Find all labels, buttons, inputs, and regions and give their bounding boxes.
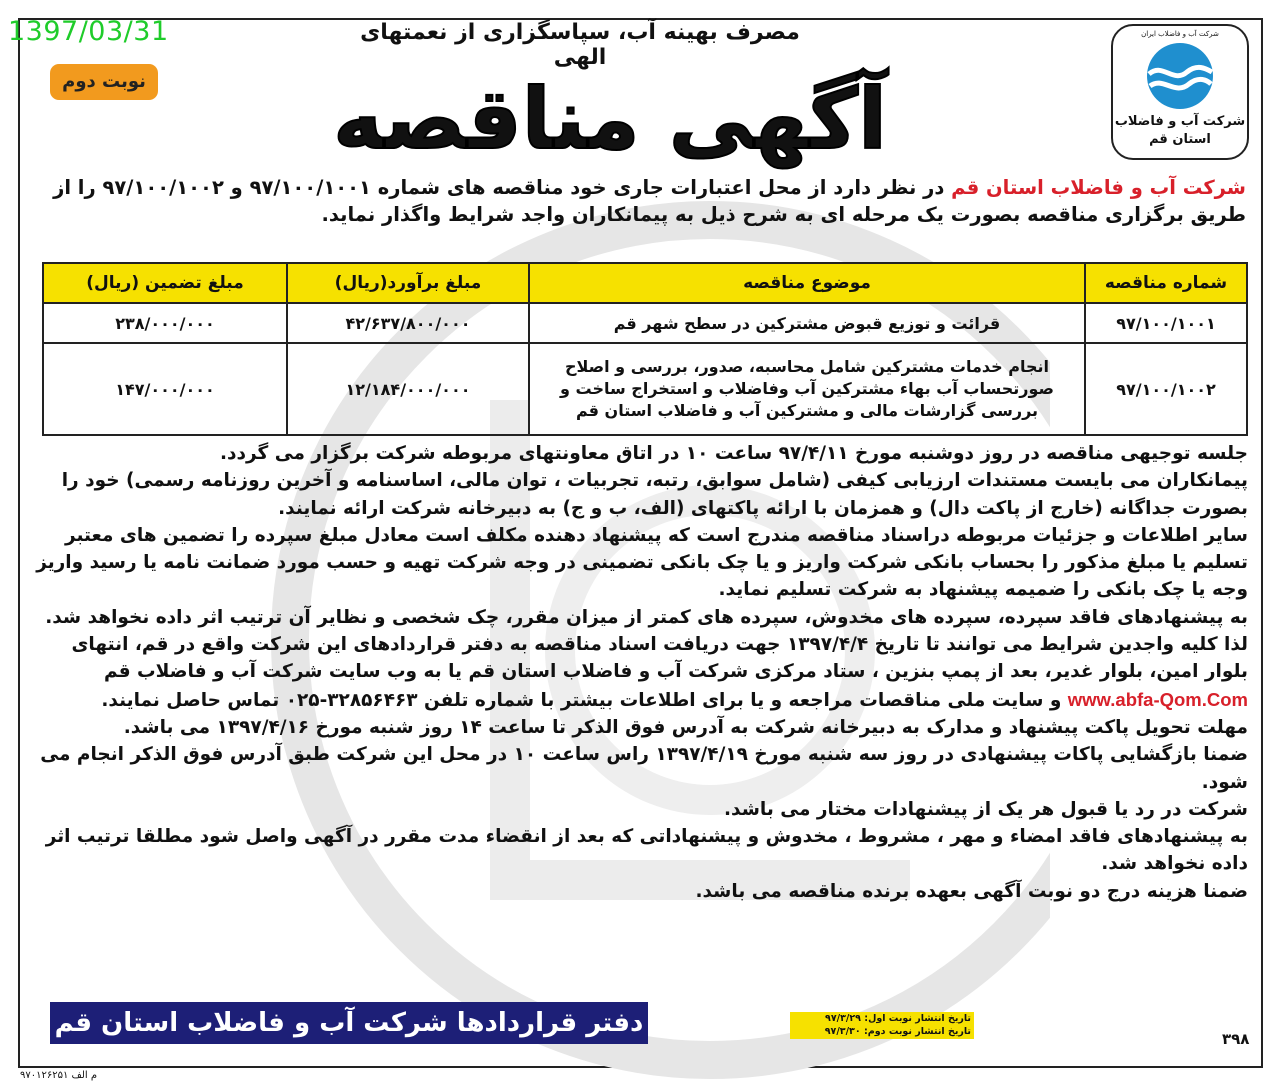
table-row [43, 343, 1247, 435]
tender-subject: قرائت و توزیع قبوض مشترکین در سطح شهر قم [529, 303, 1085, 343]
rejection-right: شرکت در رد یا قبول هر یک از پیشنهادات مختار می باشد. [724, 798, 1248, 820]
invalid-bids: به پیشنهادهای فاقد امضاء و مهر ، مشروط ، مخدوش و پیشنهاداتی که بعد از انقضاء مدت مقرر در آگهی واصل شود مطلقا ترتیب اثر داده نخواهد شد. [45, 826, 1248, 875]
contracts-office-banner: دفتر قراردادها شرکت آب و فاضلاب استان قم [50, 1002, 648, 1044]
publication-dates [790, 1012, 974, 1039]
logo-name-line1: شرکت آب و فاضلاب [1114, 114, 1246, 129]
qualification-docs: پیمانکاران می بایست مستندات ارزیابی کیفی (شامل سوابق، رتبه، تجربیات ، توان مالی، اساسنامه و آخرین روزنامه رسمی) خود را بصورت جداگانه (خارج از پاکت دال) و همزمان با ارائه پاکتهای (الف، ب و ج) به دبیرخانه شرکت ارائه نمایند. [61, 470, 1248, 519]
company-logo [1111, 24, 1249, 160]
col-guarantee: مبلغ تضمین (ریال) [43, 263, 287, 303]
ad-cost: ضمنا هزینه درج دو نوبت آگهی بعهده برنده مناقصه می باشد. [695, 880, 1248, 902]
tender-guarantee: ۱۴۷/۰۰۰/۰۰۰ [43, 343, 287, 435]
submission-deadline: مهلت تحویل پاکت پیشنهاد و مدارک به دبیرخانه شرکت به آدرس فوق الذکر تا ساعت ۱۴ روز شنبه مورخ ۱۳۹۷/۴/۱۶ می باشد. [123, 716, 1248, 738]
table-row [43, 303, 1247, 343]
tender-estimate: ۴۲/۶۳۷/۸۰۰/۰۰۰ [287, 303, 529, 343]
page-title [270, 58, 950, 170]
intro-paragraph [36, 174, 1246, 228]
col-estimate: مبلغ برآورد(ریال) [287, 263, 529, 303]
title-text: آگهی مناقصه [333, 70, 887, 168]
slogan: مصرف بهینه آب، سپاسگزاری از نعمتهای الهی [360, 20, 800, 70]
tender-table [42, 262, 1248, 436]
table-header-row [43, 263, 1247, 303]
ad-code: م الف ۹۷۰۱۲۶۲۵۱ [20, 1070, 98, 1081]
col-tender-subject: موضوع مناقصه [529, 263, 1085, 303]
pickup-text-end: و سایت ملی مناقصات مراجعه و یا برای اطلاعات بیشتر با شماره تلفن ۳۲۸۵۶۴۶۳-۰۲۵ تماس حاصل نمایند. [101, 689, 1068, 711]
notice-body [30, 440, 1248, 905]
pub-first: تاریخ انتشار نوبت اول: ۹۷/۳/۲۹ [825, 1013, 971, 1024]
pub-second: تاریخ انتشار نوبت دوم: ۹۷/۳/۳۰ [824, 1025, 971, 1037]
col-tender-number: شماره مناقصه [1085, 263, 1247, 303]
website-link[interactable]: www.abfa-Qom.Com [1067, 688, 1248, 710]
deposit-info: سایر اطلاعات و جزئیات مربوطه دراسناد مناقصه مندرج است که پیشنهاد دهنده مکلف است معادل مبلغ سپرده را تضمین های معتبر تسلیم یا مبلغ مذکور را بحساب بانکی شرکت واریز و یا چک بانکی تضمینی در وجه شرکت تهیه و حسب مورد ضمانت نامه یا رسید واریز وجه یا چک بانکی را ضمیمه پیشنهاد به شرکت تسلیم نماید. [36, 524, 1248, 601]
page-number: ۳۹۸ [1222, 1030, 1250, 1048]
intro-text: در نظر دارد از محل اعتبارات جاری خود مناقصه های شماره ۹۷/۱۰۰/۱۰۰۱ و ۹۷/۱۰۰/۱۰۰۲ را از طریق برگزاری مناقصه بصورت یک مرحله ای به شرح ذیل به پیمانکاران واجد شرایط واگذار نماید. [53, 176, 1246, 226]
opening-date: ضمنا بازگشایی پاکات پیشنهادی در روز سه شنبه مورخ ۱۳۹۷/۴/۱۹ راس ساعت ۱۰ در محل این شرکت طبق آدرس فوق الذکر انجام می شود. [40, 744, 1248, 793]
tender-estimate: ۱۲/۱۸۴/۰۰۰/۰۰۰ [287, 343, 529, 435]
logo-name-line2: استان قم [1149, 132, 1211, 147]
briefing-session: جلسه توجیهی مناقصه در روز دوشنبه مورخ ۹۷/۴/۱۱ ساعت ۱۰ در اتاق معاونتهای مربوطه شرکت برگزار می گردد. [220, 443, 1248, 464]
round-badge: نوبت دوم [50, 64, 158, 100]
tender-subject: انجام خدمات مشترکین شامل محاسبه، صدور، بررسی و اصلاح صورتحساب آب بهاء مشترکین آب وفاضلاب و استخراج ساخت و بررسی گزارشات مالی و مشترکین آب و فاضلاب استان قم [529, 343, 1085, 435]
logo-tagline: شرکت آب و فاضلاب ایران [1141, 30, 1219, 38]
tender-number: ۹۷/۱۰۰/۱۰۰۱ [1085, 303, 1247, 343]
document-pickup [30, 631, 1248, 714]
company-name: شرکت آب و فاضلاب استان قم [951, 176, 1246, 199]
pickup-text: لذا کلیه واجدین شرایط می توانند تا تاریخ ۱۳۹۷/۴/۴ جهت دریافت اسناد مناقصه به دفتر قراردادهای این شرکت واقع در قم، انتهای بلوار امین، بلوار غدیر، بعد از پمپ بنزین ، ستاد مرکزی شرکت آب و فاضلاب استان قم یا به وب سایت شرکت آب و فاضلاب قم [71, 634, 1248, 683]
invalid-deposits: به پیشنهادهای فاقد سپرده، سپرده های مخدوش، سپرده های کمتر از میزان مقرر، چک شخصی و نظایر آن ترتیب اثر داده نخواهد شد. [45, 606, 1248, 628]
date-stamp: 1397/03/31 [8, 16, 169, 47]
tender-guarantee: ۲۳۸/۰۰۰/۰۰۰ [43, 303, 287, 343]
water-drop-waves-icon [1141, 40, 1219, 112]
tender-number: ۹۷/۱۰۰/۱۰۰۲ [1085, 343, 1247, 435]
